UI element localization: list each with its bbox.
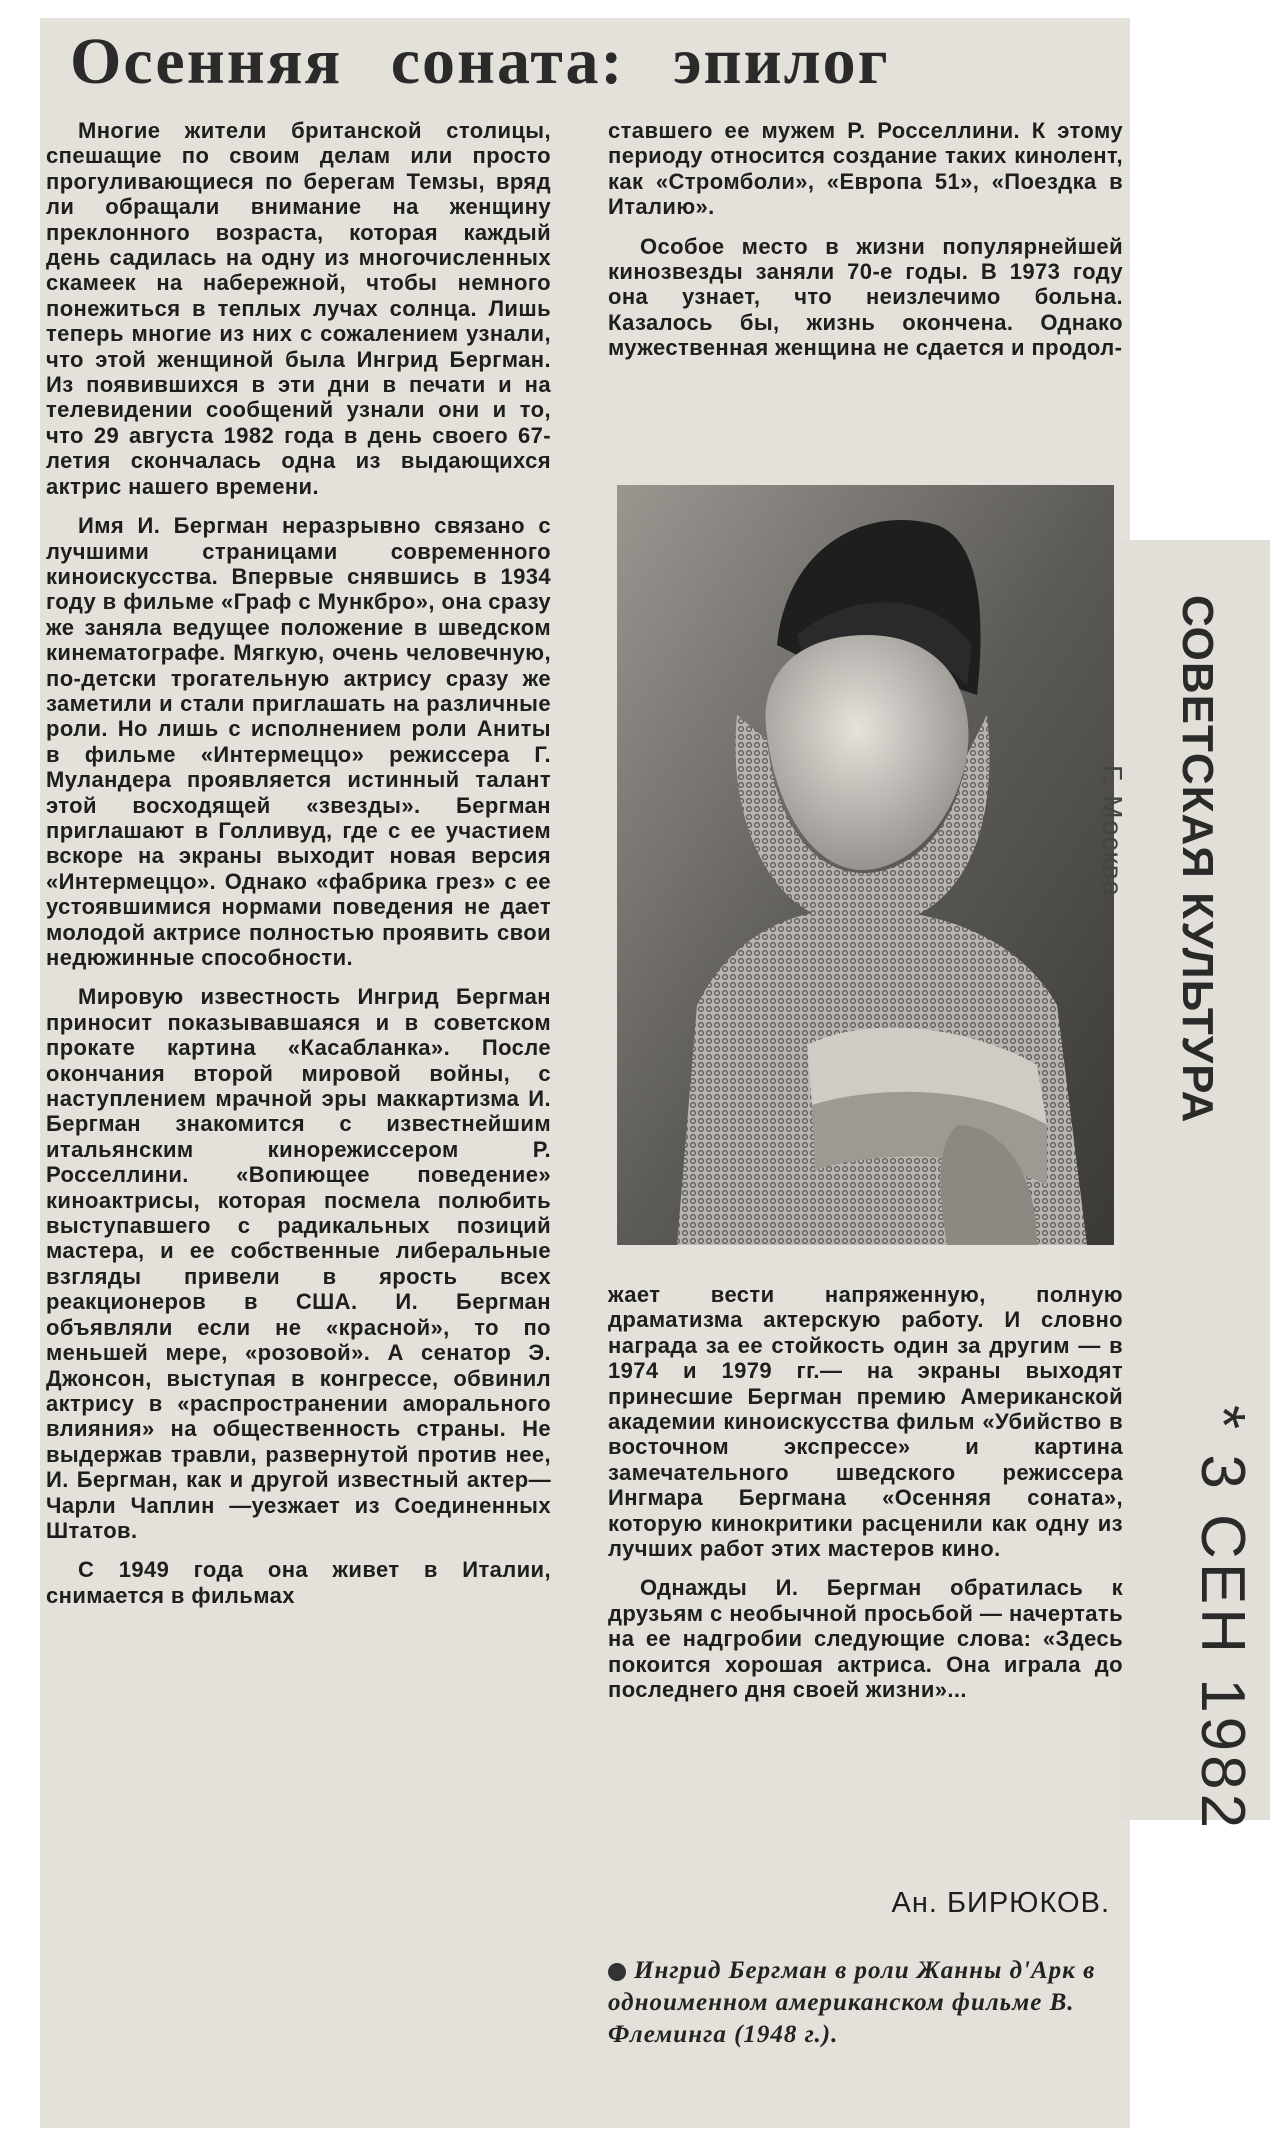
photo-caption — [608, 1955, 1128, 2051]
article-author: Ан. БИРЮКОВ. — [891, 1887, 1110, 1919]
bullet-icon — [608, 1963, 626, 1981]
stamp-newspaper-name: СОВЕТСКАЯ КУЛЬТУРА — [1173, 595, 1222, 1124]
paragraph: Однажды И. Бергман обратилась к друзьям с необычной просьбой — начертать на ее надгробии следующие слова: «Здесь покоится хорошая актриса. Она играла до последнего дня своей жизни»... — [608, 1575, 1123, 1703]
photo-ingrid-bergman-as-joan — [617, 485, 1114, 1245]
article-column-right-bottom — [608, 1282, 1123, 1703]
photo-caption-text: Ингрид Бергман в роли Жанны д'Арк в одноименном американском фильме В. Флеминга (1948 г.). — [608, 1957, 1096, 2048]
article-column-left — [46, 118, 551, 1608]
date-stamp: * 3 СЕН 1982 — [1188, 1405, 1257, 1833]
article-column-right-top — [608, 118, 1123, 361]
paragraph: жает вести напряженную, полную драматизма актерскую работу. И словно награда за ее стойкость один за другим — в 1974 и 1979 гг.— на экраны выходят принесшие Бергман премию Американской академии киноискусства фильм «Убийство в восточном экспрессе» и картина замечательного шведского режиссера Ингмара Бергмана «Осенняя соната», которую кинокритики расценили как одну из лучших работ этих мастеров кино. — [608, 1282, 1123, 1562]
stamp-city: Г. Москва — [1097, 765, 1128, 897]
paragraph: Имя И. Бергман неразрывно связано с лучшими страницами современного киноискусства. Впервые снявшись в 1934 году в фильме «Граф с Мункбро», она сразу же заняла ведущее положение в шведском кинематографе. Мягкую, очень человечную, по-детски трогательную актрису сразу же заметили и стали приглашать на различные роли. Но лишь с исполнением роли Аниты в фильме «Интермеццо» режиссера Г. Муландера проявляется истинный талант этой восходящей «звезды». Бергман приглашают в Голливуд, где с ее участием вскоре на экраны выходит новая версия «Интермеццо». Однако «фабрика грез» с ее устоявшимися нормами поведения не дает молодой актрисе полностью проявить свои недюжинные способности. — [46, 513, 551, 970]
article-headline: Осенняя соната: эпилог — [70, 25, 890, 98]
paragraph: Многие жители британской столицы, спешащие по своим делам или просто прогуливающиеся по берегам Темзы, вряд ли обращали внимание на женщину преклонного возраста, которая каждый день садилась на одну из многочисленных скамеек на набережной, чтобы немного понежиться в теплых лучах солнца. Лишь теперь многие из них с сожалением узнали, что этой женщиной была Ингрид Бергман. Из появившихся в эти дни в печати и на телевидении сообщений узнали они и то, что 29 августа 1982 года в день своего 67-летия скончалась одна из выдающихся актрис нашего времени. — [46, 118, 551, 499]
paragraph: Мировую известность Ингрид Бергман приносит показывавшаяся и в советском прокате картина «Касабланка». После окончания второй мировой войны, с наступлением мрачной эры маккартизма И. Бергман знакомится с известнейшим итальянским кинорежиссером Р. Росселлини. «Вопиющее поведение» киноактрисы, которая посмела полюбить выступавшего с радикальных позиций мастера, и ее собственные либеральные взгляды привели в ярость всех реакционеров в США. И. Бергман объявляли если не «красной», то по меньшей мере, «розовой». А сенатор Э. Джонсон, выступая в конгрессе, обвинил актрису в «распространении аморального влияния» на общественность страны. Не выдержав травли, развернутой против нее, И. Бергман, как и другой известный актер—Чарли Чаплин —уезжает из Соединенных Штатов. — [46, 984, 551, 1543]
photo-illustration — [617, 485, 1114, 1245]
paragraph: Особое место в жизни популярнейшей кинозвезды заняли 70-е годы. В 1973 году она узнает, что неизлечимо больна. Казалось бы, жизнь окончена. Однако мужественная женщина не сдается и продол- — [608, 233, 1123, 361]
paragraph: С 1949 года она живет в Италии, снимается в фильмах — [46, 1557, 551, 1608]
paragraph: ставшего ее мужем Р. Росселлини. К этому периоду относится создание таких кинолент, как «Стромболи», «Европа 51», «Поездка в Италию». — [608, 118, 1123, 220]
